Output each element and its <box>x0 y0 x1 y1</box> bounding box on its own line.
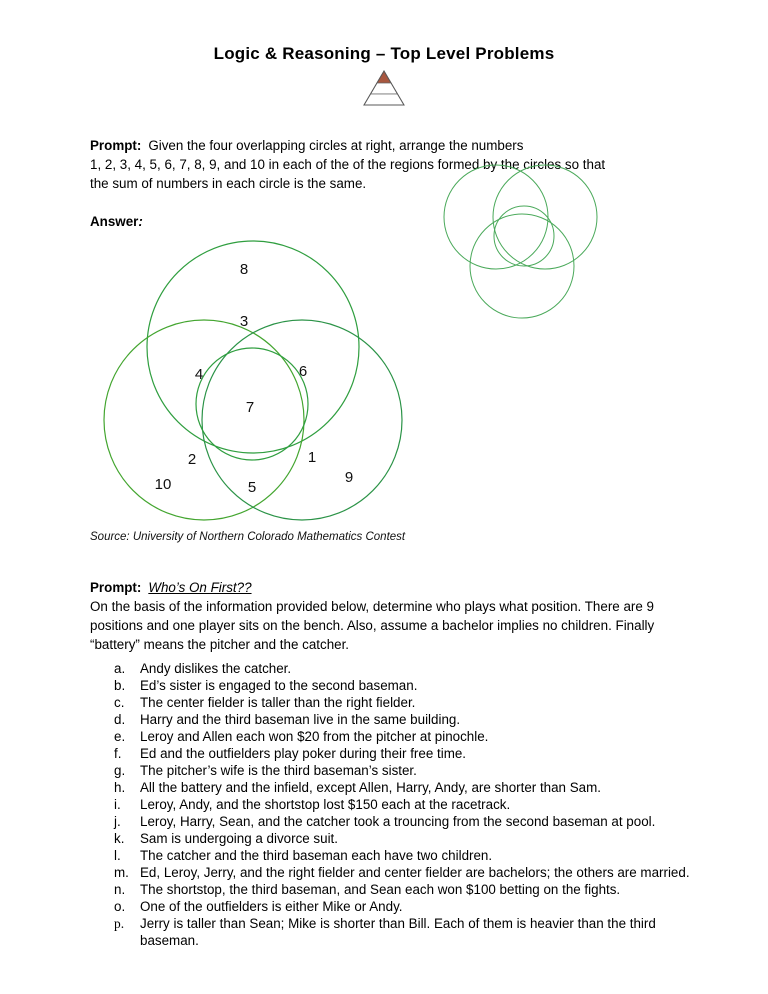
venn-number: 6 <box>298 363 308 380</box>
clue-letter: i. <box>114 797 121 812</box>
four-circles-reference-diagram <box>438 164 608 326</box>
clue-text: Harry and the third baseman live in the same building. <box>140 712 461 727</box>
clue-row <box>114 830 702 847</box>
prompt2-intro-line1: On the basis of the information provided below, determine who plays what position. There are 9 <box>90 599 654 614</box>
answer-label: Answer <box>90 214 139 229</box>
venn-number: 2 <box>187 451 197 468</box>
venn-number: 9 <box>344 469 354 486</box>
venn-circle-left <box>104 320 304 520</box>
page-title: Logic & Reasoning – Top Level Problems <box>213 44 555 63</box>
clue-letter: k. <box>114 831 125 846</box>
clue-row <box>114 881 702 898</box>
clue-row <box>114 745 702 762</box>
clue-row <box>114 796 702 813</box>
prompt2-intro-line3: “battery” means the pitcher and the catcher. <box>90 637 350 652</box>
clue-row <box>114 813 702 830</box>
clue-letter: p. <box>114 916 125 931</box>
clue-letter: h. <box>114 780 126 795</box>
clue-letter: g. <box>114 763 126 778</box>
venn-circle-top <box>147 241 359 453</box>
venn-number: 4 <box>194 366 204 383</box>
pyramid-top-band <box>377 71 391 83</box>
venn-number: 8 <box>239 261 249 278</box>
venn-number: 7 <box>245 399 255 416</box>
clue-text: The center fielder is taller than the right fielder. <box>140 695 416 710</box>
clue-text: Ed’s sister is engaged to the second baseman. <box>140 678 418 693</box>
source-caption: Source: University of Northern Colorado Mathematics Contest <box>90 531 406 543</box>
prompt2-title: Who’s On First?? <box>148 580 252 595</box>
clue-text: The pitcher’s wife is the third baseman’s sister. <box>140 763 417 778</box>
clue-row <box>114 660 702 677</box>
clue-row <box>114 915 702 949</box>
clue-row <box>114 694 702 711</box>
pyramid-logo <box>361 68 407 108</box>
pyramid-middle-band <box>371 83 398 94</box>
clue-letter: f. <box>114 746 122 761</box>
clue-row <box>114 728 702 745</box>
clue-letter: j. <box>114 814 121 829</box>
clue-letter: m. <box>114 865 129 880</box>
prompt1-line3: the sum of numbers in each circle is the same. <box>90 176 367 191</box>
clue-letter: o. <box>114 899 126 914</box>
clue-row <box>114 711 702 728</box>
clue-text: The shortstop, the third baseman, and Sean each won $100 betting on the fights. <box>140 882 621 897</box>
prompt2-heading <box>90 578 252 597</box>
clue-text: Ed and the outfielders play poker during their free time. <box>140 746 467 761</box>
clue-letter: l. <box>114 848 121 863</box>
prompt1-line1: Given the four overlapping circles at right, arrange the numbers <box>148 138 524 153</box>
clue-row <box>114 898 702 915</box>
clue-text: Leroy and Allen each won $20 from the pitcher at pinochle. <box>140 729 489 744</box>
clue-letter: c. <box>114 695 125 710</box>
clue-letter: e. <box>114 729 126 744</box>
clue-row <box>114 847 702 864</box>
clue-letter: d. <box>114 712 126 727</box>
clue-text: Andy dislikes the catcher. <box>140 661 292 676</box>
clue-text: One of the outfielders is either Mike or Andy. <box>140 899 403 914</box>
venn-number: 3 <box>239 313 249 330</box>
ref-circle-center <box>494 206 554 266</box>
ref-circle-right <box>493 165 597 269</box>
venn-answer-diagram <box>95 238 415 530</box>
clue-letter: b. <box>114 678 126 693</box>
answer-colon: : <box>138 214 143 229</box>
clue-row <box>114 779 702 796</box>
clue-letter: a. <box>114 661 126 676</box>
clue-text: Leroy, Andy, and the shortstop lost $150 each at the racetrack. <box>140 797 511 812</box>
prompt1-label: Prompt: <box>90 138 142 153</box>
prompt2-label: Prompt: <box>90 580 142 595</box>
clue-text: The catcher and the third baseman each have two children. <box>140 848 493 863</box>
venn-number: 5 <box>247 479 257 496</box>
clue-row <box>114 677 702 694</box>
venn-number: 1 <box>307 449 317 466</box>
clue-text: Jerry is taller than Sean; Mike is shorter than Bill. Each of them is heavier than the third baseman. <box>140 916 656 948</box>
venn-number: 10 <box>154 476 172 493</box>
clue-row <box>114 762 702 779</box>
prompt1-line2: 1, 2, 3, 4, 5, 6, 7, 8, 9, and 10 in each of the of the regions formed by the circles so that <box>90 157 606 172</box>
venn-circle-right <box>202 320 402 520</box>
clue-list <box>114 660 702 949</box>
clue-text: Leroy, Harry, Sean, and the catcher took a trouncing from the second baseman at pool. <box>140 814 656 829</box>
prompt2-intro-line2: positions and one player sits on the bench. Also, assume a bachelor implies no children. Finally <box>90 618 655 633</box>
ref-circle-left <box>444 165 548 269</box>
prompt2-intro <box>90 597 705 654</box>
prompt1-paragraph <box>90 136 700 193</box>
clue-text: All the battery and the infield, except Allen, Harry, Andy, are shorter than Sam. <box>140 780 601 795</box>
clue-text: Sam is undergoing a divorce suit. <box>140 831 338 846</box>
clue-text: Ed, Leroy, Jerry, and the right fielder and center fielder are bachelors; the others are married. <box>140 865 690 880</box>
clue-row <box>114 864 702 881</box>
clue-letter: n. <box>114 882 126 897</box>
answer-heading <box>90 212 143 231</box>
